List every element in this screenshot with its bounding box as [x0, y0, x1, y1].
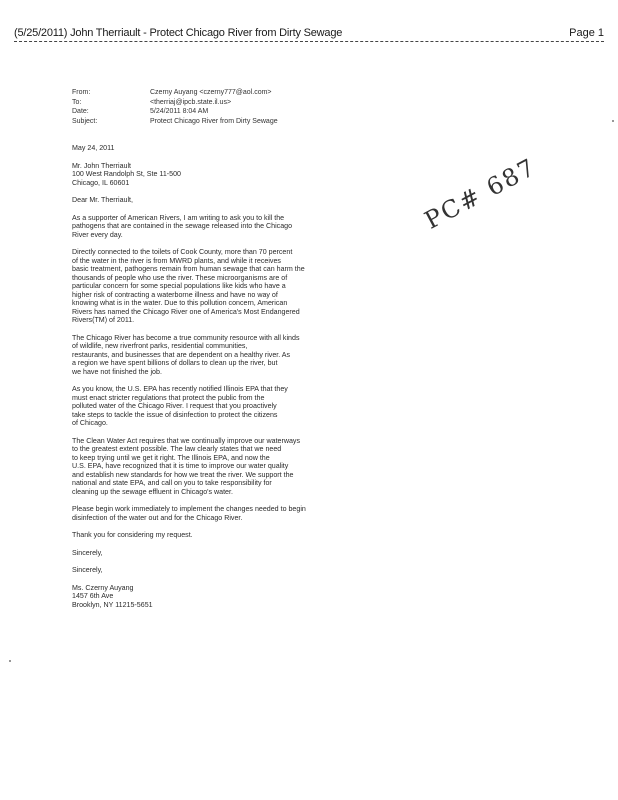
meta-label: From: — [72, 89, 91, 96]
closing: Sincerely, — [72, 548, 103, 557]
paragraph: The Chicago River has become a true community resource with all kinds of wildlife, new riverfront parks, residential communities, restaurants, and businesses that are dependent on a healthy river. As a region we have spent billions of dollars to clean up the river, but we have not finished the job. — [72, 333, 300, 376]
header-divider — [14, 41, 604, 42]
meta-to — [72, 98, 278, 108]
meta-label: To: — [72, 98, 82, 106]
meta-value: Protect Chicago River from Dirty Sewage — [150, 117, 278, 125]
paragraph: As a supporter of American Rivers, I am writing to ask you to kill the pathogens that are contained in the sewage released into the Chicago River every day. — [72, 213, 293, 239]
page-header — [14, 27, 604, 41]
meta-value: <therriaj@ipcb.state.il.us> — [150, 98, 232, 106]
signature-block: Ms. Czerny Auyang 1457 6th Ave Brooklyn, NY 11215-5651 — [72, 583, 153, 609]
meta-date — [72, 107, 278, 117]
paragraph: The Clean Water Act requires that we continually improve our waterways to the greatest extent possible. The law clearly states that we need to keep trying until we get it right. The Illinois EPA, and now the U.S. EPA, have recognized that it is time to improve our water quality and establish new standards for how we treat the river. We support the national and state EPA, and call on you to take responsibility for cleaning up the sewage effluent in Chicago's water. — [72, 436, 301, 496]
scan-speck — [612, 120, 614, 122]
document-title: (5/25/2011) John Therriault - Protect Chicago River from Dirty Sewage — [14, 27, 343, 39]
letter-date: May 24, 2011 — [72, 144, 115, 152]
page-number: Page 1 — [569, 27, 604, 39]
meta-label: Date: — [72, 108, 89, 116]
meta-subject — [72, 117, 278, 127]
scan-speck — [9, 660, 11, 662]
meta-label: Subject: — [72, 117, 98, 125]
paragraph: Please begin work immediately to implement the changes needed to begin disinfection of the water out and for the Chicago River. — [72, 505, 306, 522]
meta-value: Czerny Auyang <czerny777@aol.com> — [150, 89, 272, 96]
recipient-address: Mr. John Therriault 100 West Randolph St, Ste 11-500 Chicago, IL 60601 — [72, 161, 181, 187]
salutation: Dear Mr. Therriault, — [72, 196, 133, 204]
handwritten-annotation: PC# 687 — [420, 152, 541, 235]
closing: Sincerely, — [72, 566, 103, 574]
paragraph: As you know, the U.S. EPA has recently notified Illinois EPA that they must enact stricter regulations that protect the public from the polluted water of the Chicago River. I request that you proactively take steps to tackle the issue of disinfection to protect the citizens of Chicago. — [72, 385, 288, 427]
email-metadata — [72, 88, 278, 126]
meta-value: 5/24/2011 8:04 AM — [150, 108, 209, 116]
paragraph: Directly connected to the toilets of Cook County, more than 70 percent of the water in the river is from MWRD plants, and while it receives basic treatment, pathogens remain from human sewage that can harm the thousands of people who use the river. These microorganisms are of particular concern for some special populations like kids who have a higher risk of contracting a waterborne illness and have no way of knowing what is in the water. Due to this pollution concern, American Rivers has named the Chicago River one of America's Most Endangered Rivers(TM) of 2011. — [72, 248, 305, 324]
letter-body — [72, 144, 532, 618]
paragraph: Thank you for considering my request. — [72, 531, 193, 539]
meta-from — [72, 88, 278, 98]
